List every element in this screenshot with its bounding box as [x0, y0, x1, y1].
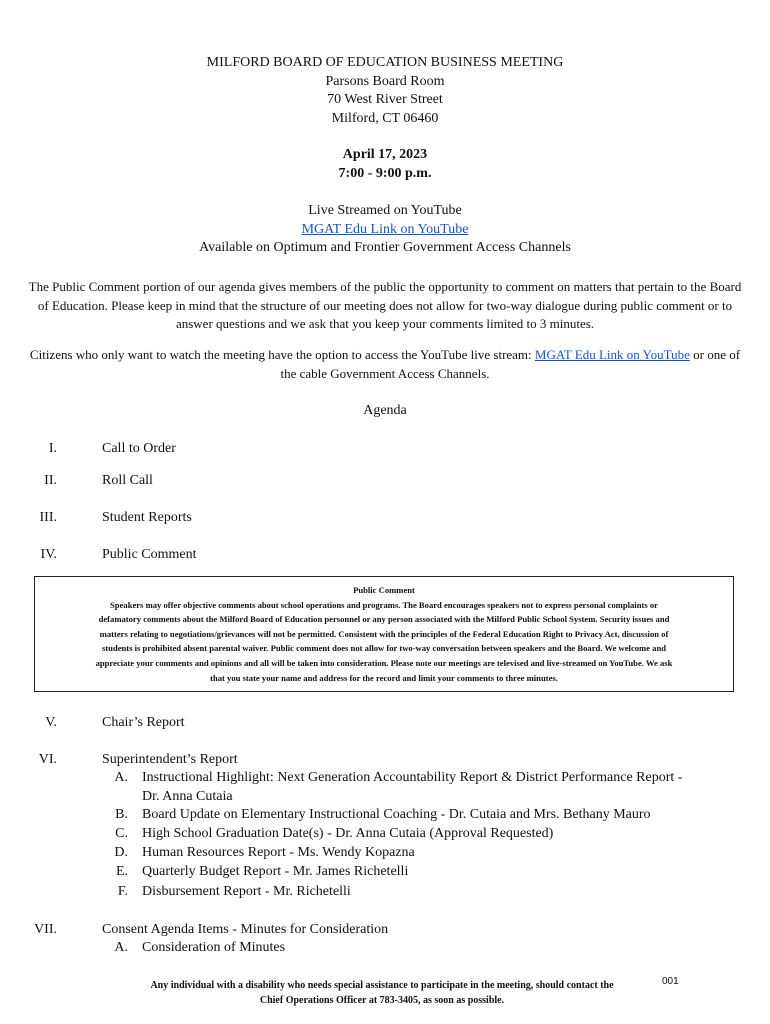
youtube-link-inline[interactable]: MGAT Edu Link on YouTube	[534, 347, 690, 362]
watch-text-after: or one of the cable Government Access Channels.	[280, 347, 741, 381]
agenda-item-number: II.	[44, 473, 57, 488]
agenda-item-label: Superintendent’s Report	[102, 752, 238, 767]
agenda-item-number: III.	[39, 510, 57, 525]
accessibility-footer	[112, 978, 652, 1008]
public-comment-box	[34, 576, 734, 692]
page-number: 001	[662, 976, 679, 987]
stream-info	[0, 202, 770, 258]
agenda-item-label: Consent Agenda Items - Minutes for Consideration	[102, 922, 389, 937]
meeting-date-block	[0, 146, 770, 183]
sub-item-text: Disbursement Report - Mr. Richetelli	[142, 884, 351, 899]
sub-item-letter: A.	[114, 940, 128, 955]
youtube-link[interactable]: MGAT Edu Link on YouTube	[301, 221, 469, 237]
public-comment-box-title: Public Comment	[353, 585, 415, 595]
agenda-item-number: I.	[48, 441, 57, 456]
agenda-item-label: Student Reports	[102, 510, 192, 525]
footer-line: Any individual with a disability who needs special assistance to participate in the meeting, should contact the	[150, 980, 614, 991]
agenda-item-number: V.	[45, 715, 57, 730]
agenda-item-label: Call to Order	[102, 441, 176, 456]
meeting-header	[0, 54, 770, 128]
venue-city: Milford, CT 06460	[331, 110, 439, 126]
meeting-title: MILFORD BOARD OF EDUCATION BUSINESS MEETING	[206, 55, 564, 70]
public-comment-box-line: defamatory comments about the Milford Board of Education personnel or any person associated with the Milford Public School System. Security issues and	[98, 614, 670, 625]
public-comment-box-line: students is prohibited absent parental waiver. Public comment does not allow for two-way conversation between speakers and the Board. We welcome and	[101, 643, 667, 654]
public-comment-box-line: matters relating to negotiations/grievances will not be permitted. Consistent with the principles of the Federal Education Right to Privacy Act, discussion of	[99, 628, 669, 639]
public-comment-intro: The Public Comment portion of our agenda gives members of the public the opportunity to comment on matters that pertain to the Board of Education. Please keep in mind that the structure of our meeting does not allow for two-way dialogue during public comment or to answer questions and we ask that you keep your comments limited to 3 minutes.	[28, 279, 742, 331]
sub-item-text: Quarterly Budget Report - Mr. James Richetelli	[142, 864, 409, 879]
public-comment-box-line: Speakers may offer objective comments about school operations and programs. The Board encourages speakers not to express personal complaints or	[110, 599, 658, 610]
stream-note: Live Streamed on YouTube	[308, 203, 462, 218]
agenda-item-number: VII.	[34, 922, 57, 937]
sub-item-letter: C.	[115, 826, 128, 841]
sub-item-text: Consideration of Minutes	[142, 940, 286, 955]
meeting-time: 7:00 - 9:00 p.m.	[338, 165, 432, 181]
agenda-item-label: Roll Call	[102, 473, 153, 488]
agenda-item-label: Chair’s Report	[102, 715, 185, 730]
agenda-item-label: Public Comment	[102, 547, 197, 562]
watch-text-before: Citizens who only want to watch the meeting have the option to access the YouTube live stream:	[29, 347, 535, 362]
sub-item-letter: D.	[114, 845, 128, 860]
sub-item-letter: F.	[117, 884, 128, 899]
meeting-date: April 17, 2023	[342, 147, 428, 162]
footer-line: Chief Operations Officer at 783-3405, as soon as possible.	[259, 995, 505, 1006]
sub-item-letter: A.	[114, 770, 128, 785]
sub-item-text: Board Update on Elementary Instructional Coaching - Dr. Cutaia and Mrs. Bethany Mauro	[142, 807, 651, 822]
public-comment-box-line: appreciate your comments and opinions and all will be taken into consideration. Please note our meetings are televised and live-streamed on YouTube. We ask	[95, 657, 673, 668]
public-comment-box-line: that you state your name and address for the record and limit your comments to three minutes.	[210, 672, 558, 683]
sub-item-letter: B.	[115, 807, 128, 822]
sub-item-text: Human Resources Report - Ms. Wendy Kopazna	[142, 845, 415, 860]
sub-item-text: Instructional Highlight: Next Generation Accountability Report & District Performance Report - Dr. Anna Cutaia	[142, 770, 683, 804]
agenda-title: Agenda	[363, 403, 407, 418]
agenda-item-number: IV.	[40, 547, 57, 562]
sub-item-text: High School Graduation Date(s) - Dr. Anna Cutaia (Approval Requested)	[142, 826, 554, 841]
agenda-item-number: VI.	[38, 752, 57, 767]
access-channels-note: Available on Optimum and Frontier Government Access Channels	[199, 240, 571, 255]
venue-street: 70 West River Street	[327, 92, 443, 107]
sub-item-letter: E.	[115, 864, 128, 879]
watch-paragraph	[28, 346, 742, 383]
venue-name: Parsons Board Room	[325, 73, 445, 89]
